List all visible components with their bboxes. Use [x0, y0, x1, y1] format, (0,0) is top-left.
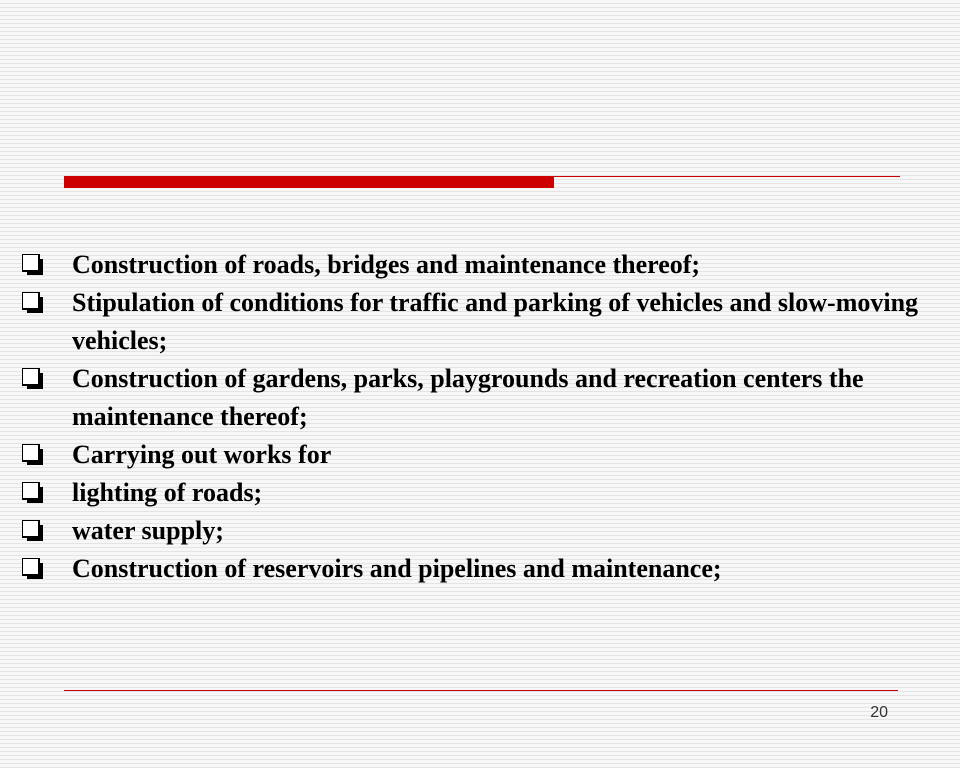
bullet-list	[20, 246, 940, 588]
hollow-square-bullet-icon	[22, 444, 43, 465]
hollow-square-bullet-icon	[22, 558, 43, 579]
hollow-square-bullet-icon	[22, 482, 43, 503]
list-item	[20, 474, 940, 512]
list-item	[20, 550, 940, 588]
list-item-text: Construction of gardens, parks, playgrounds and recreation centers the maintenance thereof;	[72, 364, 864, 431]
list-item	[20, 436, 940, 474]
title-accent-bar	[64, 176, 554, 188]
list-item-text: Construction of roads, bridges and maintenance thereof;	[72, 250, 701, 279]
hollow-square-bullet-icon	[22, 520, 43, 541]
list-item	[20, 246, 940, 284]
title-accent-rule	[554, 176, 900, 177]
list-item-text: lighting of roads;	[72, 478, 263, 507]
footer-rule	[64, 690, 898, 691]
list-item-text: Stipulation of conditions for traffic and parking of vehicles and slow-moving vehicles;	[72, 288, 919, 355]
list-item-text: Carrying out works for	[72, 440, 332, 469]
list-item-text: water supply;	[72, 516, 224, 545]
hollow-square-bullet-icon	[22, 368, 43, 389]
list-item	[20, 360, 940, 436]
hollow-square-bullet-icon	[22, 292, 43, 313]
list-item	[20, 284, 940, 360]
page-number: 20	[870, 704, 888, 721]
list-item-text: Construction of reservoirs and pipelines and maintenance;	[72, 554, 722, 583]
hollow-square-bullet-icon	[22, 254, 43, 275]
list-item	[20, 512, 940, 550]
